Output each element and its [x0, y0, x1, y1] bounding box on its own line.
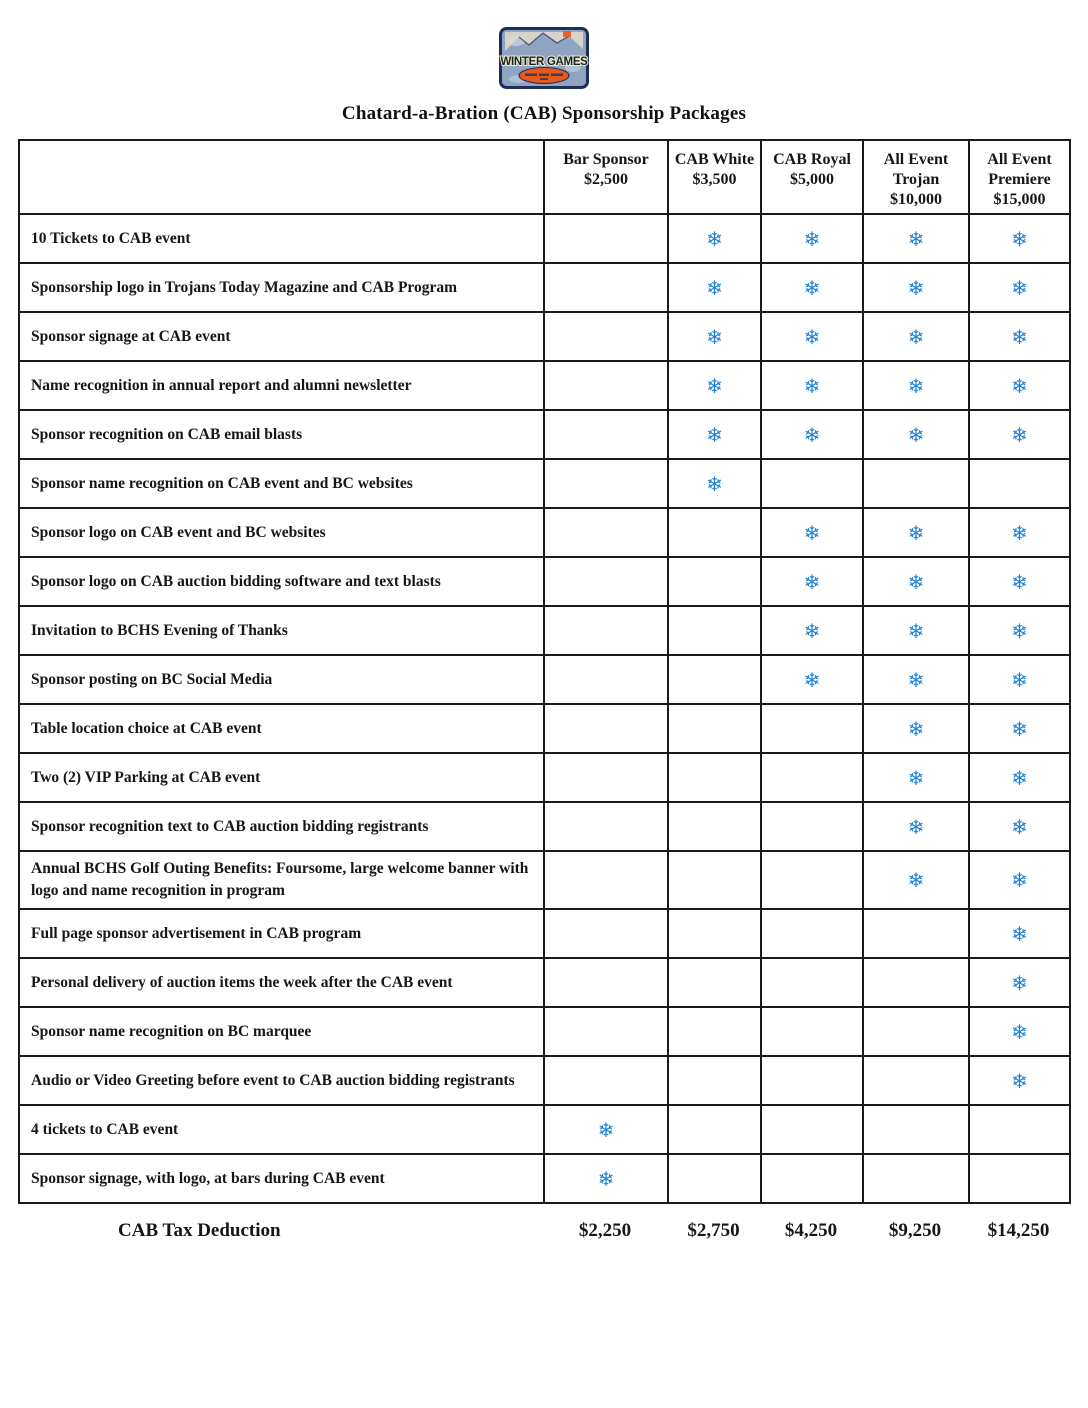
benefit-cell	[969, 361, 1070, 410]
benefit-cell	[863, 958, 969, 1007]
benefit-cell	[863, 263, 969, 312]
snowflake-icon: ❄	[706, 324, 723, 349]
benefit-cell	[761, 1154, 863, 1203]
benefit-label: Sponsor name recognition on BC marquee	[19, 1007, 544, 1056]
benefit-label: 10 Tickets to CAB event	[19, 214, 544, 263]
benefit-cell	[863, 606, 969, 655]
benefit-cell	[761, 606, 863, 655]
tax-deduction-label: CAB Tax Deduction	[118, 1220, 281, 1241]
benefit-cell	[544, 851, 668, 909]
table-row	[19, 1154, 1070, 1203]
benefit-cell	[668, 958, 761, 1007]
benefit-cell	[668, 361, 761, 410]
benefit-cell	[863, 704, 969, 753]
benefit-cell	[544, 753, 668, 802]
benefit-cell	[668, 214, 761, 263]
benefit-label: Full page sponsor advertisement in CAB program	[19, 909, 544, 958]
table-row	[19, 1105, 1070, 1154]
benefit-cell	[668, 263, 761, 312]
tax-deduction-value: $9,250	[888, 1220, 942, 1241]
benefit-label: Sponsor recognition on CAB email blasts	[19, 410, 544, 459]
benefit-cell	[544, 958, 668, 1007]
benefit-cell	[668, 1056, 761, 1105]
benefit-cell	[863, 1007, 969, 1056]
benefit-cell	[761, 1056, 863, 1105]
benefit-cell	[761, 802, 863, 851]
benefit-cell	[863, 361, 969, 410]
package-name: CAB Royal	[773, 151, 851, 168]
tax-deduction-value: $2,250	[578, 1220, 632, 1241]
benefit-cell	[761, 410, 863, 459]
package-header	[969, 140, 1070, 214]
package-header	[863, 140, 969, 214]
table-row	[19, 410, 1070, 459]
benefit-cell	[544, 263, 668, 312]
snowflake-icon: ❄	[1011, 226, 1028, 251]
benefit-cell	[761, 508, 863, 557]
benefit-cell	[969, 557, 1070, 606]
snowflake-icon: ❄	[1011, 765, 1028, 790]
snowflake-icon: ❄	[803, 422, 821, 447]
benefit-cell	[761, 851, 863, 909]
table-row	[19, 655, 1070, 704]
package-price: $3,500	[692, 171, 737, 188]
benefit-label: Sponsor signage, with logo, at bars during CAB event	[19, 1154, 544, 1203]
snowflake-icon: ❄	[1011, 373, 1028, 398]
benefit-cell	[668, 802, 761, 851]
benefit-cell	[969, 214, 1070, 263]
package-header	[761, 140, 863, 214]
benefit-cell	[969, 958, 1070, 1007]
benefit-cell	[761, 1105, 863, 1154]
benefit-cell	[668, 1154, 761, 1203]
snowflake-icon: ❄	[803, 324, 821, 349]
snowflake-icon: ❄	[803, 520, 821, 545]
benefit-cell	[544, 802, 668, 851]
table-row	[19, 508, 1070, 557]
benefit-cell	[544, 704, 668, 753]
benefit-label: Sponsor recognition text to CAB auction bidding registrants	[19, 802, 544, 851]
snowflake-icon: ❄	[803, 373, 821, 398]
benefit-cell	[544, 557, 668, 606]
sponsorship-table	[18, 139, 1071, 1204]
benefit-cell	[544, 214, 668, 263]
benefit-cell	[668, 459, 761, 508]
benefit-cell	[863, 909, 969, 958]
snowflake-icon: ❄	[907, 275, 925, 300]
table-row	[19, 557, 1070, 606]
snowflake-icon: ❄	[706, 275, 723, 300]
benefit-cell	[863, 851, 969, 909]
benefit-cell	[969, 655, 1070, 704]
benefit-cell	[969, 1154, 1070, 1203]
benefit-cell	[863, 312, 969, 361]
tax-deduction-value: $2,750	[687, 1220, 740, 1241]
tax-deduction-values	[543, 1220, 1069, 1242]
benefit-cell	[863, 508, 969, 557]
snowflake-icon: ❄	[1011, 921, 1028, 946]
benefit-cell	[761, 753, 863, 802]
table-row	[19, 1056, 1070, 1105]
benefit-cell	[863, 655, 969, 704]
benefit-label: Sponsor name recognition on CAB event and BC websites	[19, 459, 544, 508]
benefit-cell	[761, 361, 863, 410]
package-name: CAB White	[674, 151, 755, 168]
snowflake-icon: ❄	[907, 373, 925, 398]
logo	[0, 27, 1088, 89]
benefit-cell	[761, 263, 863, 312]
package-name: All Event Trojan	[883, 151, 949, 188]
snowflake-icon: ❄	[803, 618, 821, 643]
benefit-cell	[761, 1007, 863, 1056]
benefit-cell	[969, 508, 1070, 557]
benefit-cell	[969, 753, 1070, 802]
table-row	[19, 909, 1070, 958]
benefit-cell	[668, 851, 761, 909]
benefit-cell	[668, 312, 761, 361]
benefit-cell	[969, 459, 1070, 508]
package-price: $2,500	[584, 171, 628, 188]
table-row	[19, 704, 1070, 753]
benefit-cell	[761, 312, 863, 361]
package-name: All Event Premiere	[987, 151, 1052, 188]
table-row	[19, 958, 1070, 1007]
benefit-cell	[969, 410, 1070, 459]
benefit-cell	[668, 753, 761, 802]
benefit-cell	[969, 1105, 1070, 1154]
snowflake-icon: ❄	[907, 868, 925, 892]
benefit-cell	[668, 704, 761, 753]
table-row	[19, 361, 1070, 410]
benefit-label: Sponsorship logo in Trojans Today Magazine and CAB Program	[19, 263, 544, 312]
snowflake-icon: ❄	[907, 667, 925, 692]
snowflake-icon: ❄	[1011, 1068, 1028, 1093]
benefit-cell	[668, 1007, 761, 1056]
benefit-cell	[969, 802, 1070, 851]
table-row	[19, 1007, 1070, 1056]
benefit-cell	[668, 606, 761, 655]
tax-deduction-value: $4,250	[784, 1220, 838, 1241]
benefit-cell	[544, 909, 668, 958]
benefit-cell	[761, 704, 863, 753]
benefit-cell	[863, 1105, 969, 1154]
snowflake-icon: ❄	[907, 226, 925, 251]
package-header	[544, 140, 668, 214]
benefit-cell	[544, 1007, 668, 1056]
benefit-cell	[863, 1056, 969, 1105]
snowflake-icon: ❄	[907, 618, 925, 643]
snowflake-icon: ❄	[907, 520, 925, 545]
snowflake-icon: ❄	[907, 422, 925, 447]
snowflake-icon: ❄	[706, 226, 723, 251]
snowflake-icon: ❄	[1011, 324, 1028, 349]
page-title: Chatard-a-Bration (CAB) Sponsorship Packages	[341, 103, 747, 124]
benefit-cell	[544, 1105, 668, 1154]
snowflake-icon: ❄	[597, 1166, 615, 1191]
benefit-cell	[969, 1056, 1070, 1105]
tax-deduction-row	[18, 1220, 1069, 1242]
benefit-cell	[761, 909, 863, 958]
benefit-cell	[761, 557, 863, 606]
benefit-cell	[668, 909, 761, 958]
benefit-cell	[863, 802, 969, 851]
benefit-cell	[969, 263, 1070, 312]
benefits-body	[19, 214, 1070, 1203]
benefit-cell	[544, 1154, 668, 1203]
benefit-label: Name recognition in annual report and alumni newsletter	[19, 361, 544, 410]
table-row	[19, 802, 1070, 851]
snowflake-icon: ❄	[907, 324, 925, 349]
package-price: $15,000	[993, 191, 1046, 208]
benefit-cell	[761, 214, 863, 263]
package-name: Bar Sponsor	[563, 151, 649, 168]
snowflake-icon: ❄	[803, 226, 821, 251]
benefit-cell	[863, 557, 969, 606]
benefit-cell	[969, 606, 1070, 655]
snowflake-icon: ❄	[1011, 569, 1028, 594]
benefit-cell	[969, 851, 1070, 909]
benefit-cell	[969, 1007, 1070, 1056]
table-row	[19, 214, 1070, 263]
snowflake-icon: ❄	[907, 569, 925, 594]
snowflake-icon: ❄	[706, 373, 723, 398]
snowflake-icon: ❄	[1011, 814, 1028, 839]
corner-cell	[19, 140, 544, 214]
benefit-label: Sponsor logo on CAB event and BC websites	[19, 508, 544, 557]
table-row	[19, 606, 1070, 655]
snowflake-icon: ❄	[1011, 667, 1028, 692]
table-row	[19, 851, 1070, 909]
benefit-cell	[668, 1105, 761, 1154]
snowflake-icon: ❄	[803, 667, 821, 692]
benefit-cell	[544, 312, 668, 361]
header-row	[19, 140, 1070, 214]
table-row	[19, 263, 1070, 312]
snowflake-icon: ❄	[1011, 970, 1028, 995]
snowflake-icon: ❄	[1011, 716, 1028, 741]
benefit-cell	[544, 508, 668, 557]
benefit-cell	[863, 753, 969, 802]
snowflake-icon: ❄	[1011, 520, 1028, 545]
benefit-label: Sponsor posting on BC Social Media	[19, 655, 544, 704]
table-row	[19, 753, 1070, 802]
benefit-label: Personal delivery of auction items the week after the CAB event	[19, 958, 544, 1007]
benefit-label: Invitation to BCHS Evening of Thanks	[19, 606, 544, 655]
snowflake-icon: ❄	[1011, 275, 1028, 300]
benefit-cell	[668, 410, 761, 459]
package-price: $5,000	[790, 171, 834, 188]
snowflake-icon: ❄	[907, 765, 925, 790]
benefit-cell	[969, 704, 1070, 753]
benefit-cell	[969, 909, 1070, 958]
winter-games-logo-graphic	[499, 27, 589, 89]
benefit-label: Sponsor logo on CAB auction bidding software and text blasts	[19, 557, 544, 606]
package-header	[668, 140, 761, 214]
table-row	[19, 312, 1070, 361]
snowflake-icon: ❄	[803, 569, 821, 594]
snowflake-icon: ❄	[1011, 422, 1028, 447]
snowflake-icon: ❄	[1011, 1019, 1028, 1044]
snowflake-icon: ❄	[1011, 618, 1028, 643]
benefit-cell	[761, 958, 863, 1007]
benefit-cell	[863, 1154, 969, 1203]
snowflake-icon: ❄	[803, 275, 821, 300]
benefit-cell	[668, 508, 761, 557]
snowflake-icon: ❄	[907, 814, 925, 839]
benefit-cell	[863, 410, 969, 459]
benefit-cell	[544, 606, 668, 655]
benefit-label: Two (2) VIP Parking at CAB event	[19, 753, 544, 802]
winter-games-logo-text: WINTER GAMES	[500, 56, 588, 68]
benefit-cell	[761, 655, 863, 704]
benefit-cell	[969, 312, 1070, 361]
benefit-cell	[544, 410, 668, 459]
benefit-cell	[863, 214, 969, 263]
benefit-label: Annual BCHS Golf Outing Benefits: Foursome, large welcome banner with logo and name recognition in program	[19, 851, 544, 909]
snowflake-icon: ❄	[1011, 868, 1028, 892]
benefit-cell	[544, 1056, 668, 1105]
benefit-label: Audio or Video Greeting before event to CAB auction bidding registrants	[19, 1056, 544, 1105]
benefit-cell	[761, 459, 863, 508]
benefit-label: Sponsor signage at CAB event	[19, 312, 544, 361]
benefit-cell	[668, 557, 761, 606]
benefit-cell	[863, 459, 969, 508]
snowflake-icon: ❄	[907, 716, 925, 741]
table-row	[19, 459, 1070, 508]
benefit-cell	[544, 655, 668, 704]
snowflake-icon: ❄	[706, 422, 723, 447]
benefit-cell	[668, 655, 761, 704]
benefit-label: Table location choice at CAB event	[19, 704, 544, 753]
benefit-cell	[544, 361, 668, 410]
package-price: $10,000	[890, 191, 942, 208]
snowflake-icon: ❄	[597, 1117, 615, 1142]
benefit-cell	[544, 459, 668, 508]
snowflake-icon: ❄	[706, 471, 723, 496]
tax-deduction-value: $14,250	[987, 1220, 1050, 1241]
benefit-label: 4 tickets to CAB event	[19, 1105, 544, 1154]
